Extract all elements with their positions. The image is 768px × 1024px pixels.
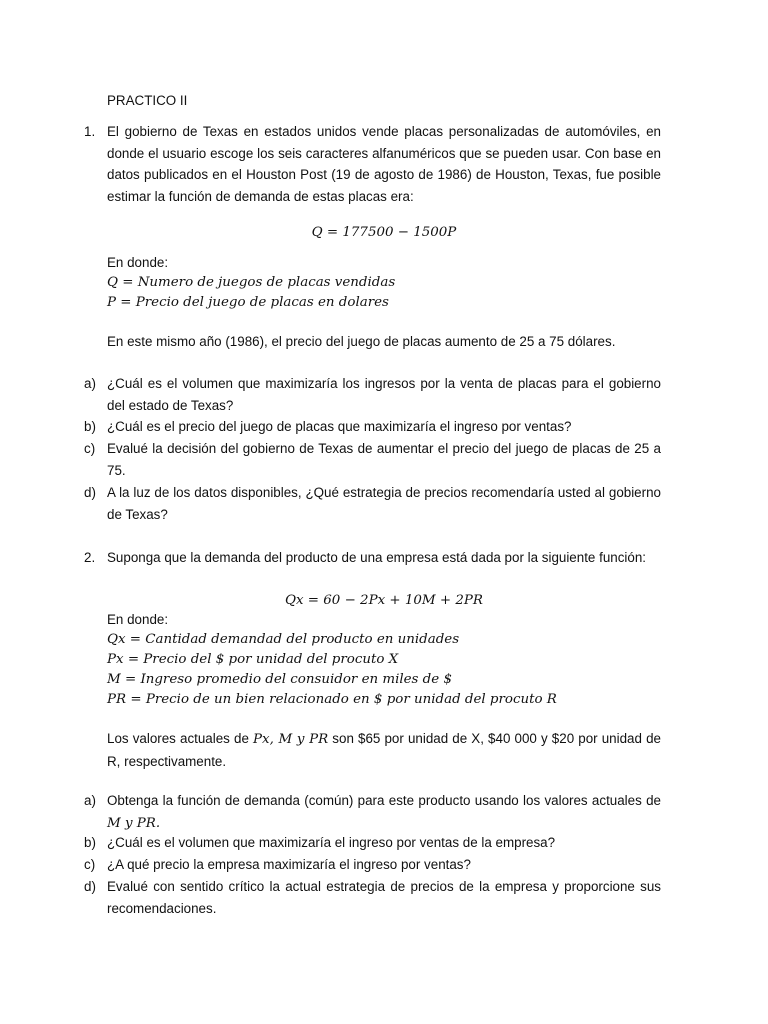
problem-2-equation-text: Qx = 60 − 2Px + 10M + 2PR — [285, 593, 483, 608]
problem-1-question-b-label: b) — [84, 419, 96, 434]
problem-2-values-text-1: Los valores actuales de — [107, 731, 249, 746]
problem-2-number: 2. — [84, 550, 96, 565]
problem-2-definition-qx: Qx = Cantidad demandad del producto en unidades — [107, 632, 460, 647]
problem-2-question-a-vars: M y PR. — [107, 815, 161, 831]
problem-2-definition-pr: PR = Precio de un bien relacionado en $ por unidad del procuto R — [107, 692, 557, 707]
problem-2-question-c: ¿A qué precio la empresa maximizaría el ingreso por ventas? — [107, 857, 471, 872]
problem-1-question-d: A la luz de los datos disponibles, ¿Qué estrategia de precios recomendaría usted al gobierno de Texas? — [107, 485, 661, 522]
problem-1-question-c-label: c) — [84, 441, 96, 456]
problem-1-number: 1. — [84, 124, 96, 139]
problem-1-definition-p: P = Precio del juego de placas en dolares — [107, 295, 389, 310]
problem-2-question-c-label: c) — [84, 857, 96, 872]
problem-1-equation: Q = 177500 − 1500P — [311, 225, 457, 240]
problem-2-definition-px: Px = Precio del $ por unidad del procuto X — [107, 652, 399, 667]
problem-1-question-a-label: a) — [84, 376, 96, 391]
problem-1-question-b: ¿Cuál es el precio del juego de placas que maximizaría el ingreso por ventas? — [107, 419, 572, 434]
problem-2-question-b: ¿Cuál es el volumen que maximizaría el ingreso por ventas de la empresa? — [107, 835, 556, 850]
problem-2-question-b-label: b) — [84, 835, 96, 850]
problem-2-question-d: Evalué con sentido crítico la actual estrategia de precios de la empresa y proporcione sus recomendaciones. — [107, 879, 661, 916]
problem-2-definition-m: M = Ingreso promedio del consuidor en miles de $ — [107, 672, 452, 687]
problem-1-note: En este mismo año (1986), el precio del juego de placas aumento de 25 a 75 dólares. — [107, 334, 616, 349]
problem-1-definition-q: Q = Numero de juegos de placas vendidas — [107, 275, 396, 290]
problem-2-question-a — [107, 790, 661, 834]
problem-1-where-label: En donde: — [107, 255, 169, 270]
problem-1-intro: El gobierno de Texas en estados unidos vende placas personalizadas de automóviles, en donde el usuario escoge los seis caracteres alfanuméricos que se pueden usar. Con base en datos publicados en el Houston Post (19 de agosto de 1986) de Houston, Texas, fue posible estimar la función de demanda de estas placas era: — [107, 124, 661, 204]
problem-2-values-paragraph — [107, 728, 661, 772]
problem-1-question-a: ¿Cuál es el volumen que maximizaría los ingresos por la venta de placas para el gobierno del estado de Texas? — [107, 376, 661, 413]
problem-2-question-a-label: a) — [84, 793, 96, 808]
problem-1-question-c: Evalué la decisión del gobierno de Texas de aumentar el precio del juego de placas de 25 a 75. — [107, 441, 661, 478]
problem-2-intro: Suponga que la demanda del producto de una empresa está dada por la siguiente función: — [107, 550, 646, 565]
problem-2-where-label: En donde: — [107, 612, 169, 627]
page-title: PRACTICO II — [107, 93, 188, 108]
problem-2-question-a-text: Obtenga la función de demanda (común) para este producto usando los valores actuales de — [107, 793, 661, 808]
problem-2-values-vars: Px, M y PR — [253, 732, 329, 747]
problem-2-question-d-label: d) — [84, 879, 96, 894]
problem-1-question-d-label: d) — [84, 485, 96, 500]
problem-2-values-text-2: son $65 por unidad de X, $40 000 y $20 por unidad de R, respectivamente. — [107, 731, 661, 769]
